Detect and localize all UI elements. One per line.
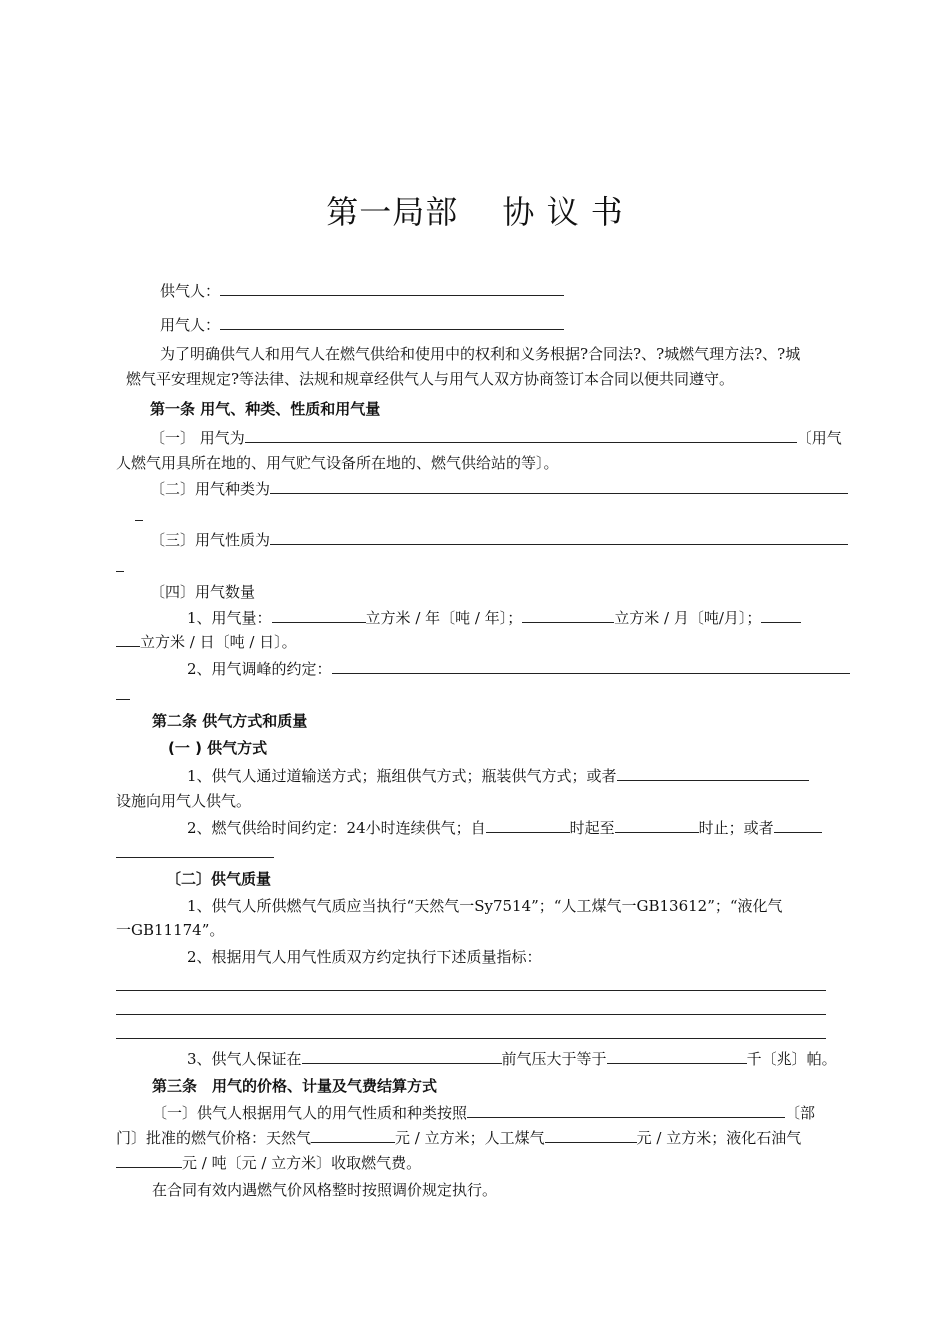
article-1-heading: 第一条 用气、种类、性质和用气量 bbox=[150, 400, 381, 418]
other-time-blank-cont bbox=[116, 857, 274, 858]
quality-index-line-1[interactable] bbox=[116, 990, 826, 991]
art2-p2-mid: 时起至 bbox=[569, 819, 615, 837]
art2-p2 bbox=[187, 818, 822, 838]
art3-p1-line2 bbox=[116, 1128, 801, 1148]
art2-q3-mid: 前气压大于等于 bbox=[501, 1050, 607, 1068]
art1-item2-label: 〔二〕用气种类为 bbox=[150, 480, 271, 498]
art1-q2 bbox=[187, 659, 850, 679]
art2-q3 bbox=[187, 1049, 837, 1069]
art2-p1-line2: 设施向用气人供气。 bbox=[116, 792, 252, 810]
art1-q1-unit-day: 立方米 / 日〔吨 / 日〕。 bbox=[140, 633, 297, 651]
art3-price-unit-2: 元 / 立方米；液化石油气 bbox=[636, 1129, 802, 1147]
quality-index-line-3[interactable] bbox=[116, 1038, 826, 1039]
art3-p1-suffix: 〔部 bbox=[785, 1104, 816, 1122]
art2-p2-text: 2、燃气供给时间约定：24小时连续供气；自 bbox=[187, 819, 486, 837]
art2-p1 bbox=[187, 766, 809, 786]
art2-q3-label: 3、供气人保证在 bbox=[187, 1050, 302, 1068]
user-blank[interactable] bbox=[220, 315, 564, 330]
coal-gas-price-blank[interactable] bbox=[545, 1128, 637, 1143]
art1-item3-label: 〔三〕用气性质为 bbox=[150, 531, 271, 549]
art1-item1-suffix: 〔用气 bbox=[796, 429, 842, 447]
art2-q1-line1: 1、供气人所供燃气气质应当执行“天然气一Sy7514”；“人工煤气一GB13612”；“液化气 bbox=[187, 897, 783, 915]
peak-shaving-blank-cont bbox=[116, 699, 130, 700]
art3-p1-text: 〔一〕供气人根据用气人的用气性质和种类按照 bbox=[152, 1104, 468, 1122]
art1-q1-unit-month: 立方米 / 月〔吨/月〕； bbox=[614, 609, 762, 627]
daily-volume-blank[interactable] bbox=[761, 608, 801, 623]
daily-volume-blank-cont[interactable] bbox=[116, 632, 140, 647]
art1-item3-blank[interactable] bbox=[270, 530, 848, 545]
art1-q1-unit-year: 立方米 / 年〔吨 / 年〕； bbox=[365, 609, 523, 627]
art1-item4: 〔四〕用气数量 bbox=[150, 583, 256, 601]
peak-shaving-blank[interactable] bbox=[332, 659, 850, 674]
art1-item3-blank-cont bbox=[116, 571, 124, 572]
art3-p2: 在合同有效内遇燃气价风格整时按照调价规定执行。 bbox=[152, 1181, 498, 1199]
art2-q3-unit: 千〔兆〕帕。 bbox=[746, 1050, 837, 1068]
art1-item2-blank-cont bbox=[135, 520, 143, 521]
preamble-line1: 为了明确供气人和用气人在燃气供给和使用中的权利和义务根据?合同法?、?城燃气理方法?、?城 bbox=[160, 345, 801, 363]
end-time-blank[interactable] bbox=[615, 818, 699, 833]
other-time-blank[interactable] bbox=[774, 818, 822, 833]
document-title: 第一局部 协 议 书 bbox=[326, 193, 624, 231]
art1-item1 bbox=[150, 428, 842, 448]
art1-q1-line2 bbox=[116, 632, 297, 652]
pressure-point-blank[interactable] bbox=[302, 1049, 502, 1064]
art1-item1-line2: 人燃气用具所在地的、用气贮气设备所在地的、燃气供给站的等〕。 bbox=[116, 454, 559, 472]
supply-method-blank[interactable] bbox=[617, 766, 809, 781]
art1-q1-label: 1、用气量： bbox=[187, 609, 272, 627]
art3-price-unit-3: 元 / 吨〔元 / 立方米〕收取燃气费。 bbox=[182, 1154, 422, 1172]
natural-gas-price-blank[interactable] bbox=[311, 1128, 395, 1143]
art1-item2-blank[interactable] bbox=[270, 479, 848, 494]
supplier-field bbox=[160, 281, 564, 301]
supplier-label: 供气人： bbox=[160, 282, 221, 300]
supplier-blank[interactable] bbox=[220, 281, 564, 296]
lpg-price-blank[interactable] bbox=[116, 1153, 182, 1168]
art2-p1-text: 1、供气人通过道输送方式；瓶组供气方式；瓶装供气方式；或者 bbox=[187, 767, 617, 785]
art2-sub1-heading: (一 ) 供气方式 bbox=[168, 739, 268, 757]
start-time-blank[interactable] bbox=[486, 818, 570, 833]
art3-price-unit-1: 元 / 立方米；人工煤气 bbox=[395, 1129, 545, 1147]
approving-dept-blank[interactable] bbox=[467, 1103, 785, 1118]
monthly-volume-blank[interactable] bbox=[522, 608, 614, 623]
article-2-heading: 第二条 供气方式和质量 bbox=[152, 712, 308, 730]
art2-p2-end: 时止；或者 bbox=[698, 819, 774, 837]
article-3-heading: 第三条 用气的价格、计量及气费结算方式 bbox=[152, 1077, 438, 1095]
pressure-value-blank[interactable] bbox=[607, 1049, 747, 1064]
art1-item3 bbox=[150, 530, 848, 550]
art2-q1-line2: 一GB11174”。 bbox=[116, 921, 225, 939]
user-label: 用气人： bbox=[160, 316, 221, 334]
art1-item2 bbox=[150, 479, 848, 499]
quality-index-line-2[interactable] bbox=[116, 1014, 826, 1015]
art1-item1-blank[interactable] bbox=[245, 428, 797, 443]
art3-p1-line3 bbox=[116, 1153, 421, 1173]
art2-q2: 2、根据用气人用气性质双方约定执行下述质量指标： bbox=[187, 948, 542, 966]
art1-item1-label: 〔一〕 用气为 bbox=[150, 429, 245, 447]
user-field bbox=[160, 315, 564, 335]
preamble-line2: 燃气平安理规定?等法律、法规和规章经供气人与用气人双方协商签订本合同以便共同遵守。 bbox=[126, 370, 735, 388]
art1-q2-label: 2、用气调峰的约定： bbox=[187, 660, 332, 678]
art3-p1 bbox=[152, 1103, 815, 1123]
art3-price-label: 门〕批准的燃气价格：天然气 bbox=[116, 1129, 312, 1147]
art1-q1 bbox=[187, 608, 801, 628]
annual-volume-blank[interactable] bbox=[272, 608, 366, 623]
art2-sub2-heading: 〔二〕供气质量 bbox=[166, 870, 272, 888]
